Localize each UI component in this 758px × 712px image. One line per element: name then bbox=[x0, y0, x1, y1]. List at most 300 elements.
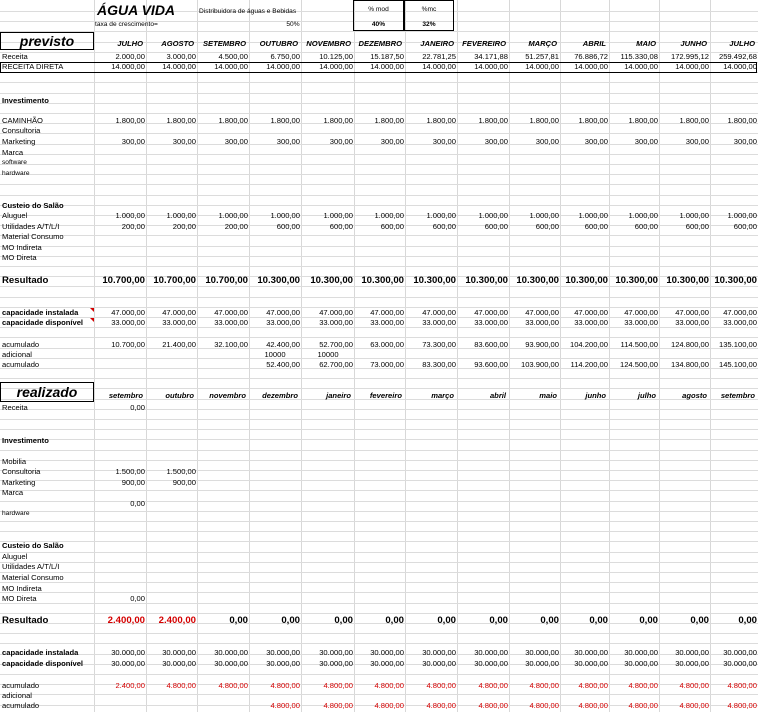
cell-value[interactable]: 1.800,00 bbox=[374, 116, 404, 125]
cell-value[interactable]: 33.000,00 bbox=[675, 318, 709, 327]
cell-value[interactable]: 33.000,00 bbox=[525, 318, 559, 327]
cell-value[interactable]: 4.500,00 bbox=[218, 52, 248, 61]
cell-value[interactable]: 33.000,00 bbox=[370, 318, 404, 327]
cell-value[interactable]: 15.187,50 bbox=[370, 52, 404, 61]
cell-value[interactable]: 30.000,00 bbox=[525, 659, 559, 668]
cell-value[interactable]: 51.257,81 bbox=[525, 52, 559, 61]
resultado-value[interactable]: 0,00 bbox=[639, 615, 658, 626]
cell-value[interactable]: 30.000,00 bbox=[574, 648, 608, 657]
cell-value[interactable]: 33.000,00 bbox=[624, 318, 658, 327]
grid-column-line bbox=[197, 0, 198, 712]
resultado-value[interactable]: 0,00 bbox=[281, 615, 300, 626]
cell-value[interactable]: 14.000,00 bbox=[370, 62, 404, 71]
cell-value[interactable]: 1.000,00 bbox=[529, 211, 559, 220]
resultado-value[interactable]: 10.700,00 bbox=[153, 275, 196, 286]
cell-value[interactable]: 300,00 bbox=[329, 137, 353, 146]
cell-value[interactable]: 300,00 bbox=[432, 137, 456, 146]
cell-value[interactable]: 10.125,00 bbox=[319, 52, 353, 61]
month-header: novembro bbox=[209, 391, 246, 400]
cell-value[interactable]: 600,00 bbox=[484, 222, 508, 231]
cell-value[interactable]: 4.800,00 bbox=[166, 681, 196, 690]
cell-value[interactable]: 4.800,00 bbox=[218, 681, 248, 690]
cell-value[interactable]: 30.000,00 bbox=[370, 659, 404, 668]
cell-value[interactable]: 47.000,00 bbox=[474, 308, 508, 317]
cell-value[interactable]: 42.400,00 bbox=[266, 340, 300, 349]
cell-value[interactable]: 600,00 bbox=[380, 222, 404, 231]
cell-value[interactable]: 30.000,00 bbox=[370, 648, 404, 657]
comment-marker bbox=[90, 308, 94, 312]
cell-value[interactable]: 115.330,08 bbox=[620, 52, 658, 61]
cell-value[interactable]: 1.000,00 bbox=[578, 211, 608, 220]
cell-value[interactable]: 0,00 bbox=[130, 594, 145, 603]
month-header: junho bbox=[585, 391, 606, 400]
grid-row-line bbox=[0, 419, 758, 420]
cell-value[interactable]: 1.000,00 bbox=[166, 211, 196, 220]
cell-value[interactable]: 30.000,00 bbox=[422, 659, 456, 668]
cell-value[interactable]: 47.000,00 bbox=[266, 308, 300, 317]
cell-value[interactable]: 1.000,00 bbox=[426, 211, 456, 220]
resultado-value[interactable]: 10.300,00 bbox=[413, 275, 456, 286]
cell-value[interactable]: 4.800,00 bbox=[628, 681, 658, 690]
cell-value[interactable]: 33.000,00 bbox=[574, 318, 608, 327]
row-label: Utilidades A/T/L/I bbox=[2, 562, 60, 571]
cell-value[interactable]: 4.800,00 bbox=[679, 701, 709, 710]
month-header: DEZEMBRO bbox=[358, 39, 402, 48]
cell-value[interactable]: 30.000,00 bbox=[675, 648, 709, 657]
row-label: Marca bbox=[2, 148, 24, 157]
row-label: hardware bbox=[2, 170, 30, 177]
grid-row-line bbox=[0, 521, 758, 522]
cell-value[interactable]: 600,00 bbox=[584, 222, 608, 231]
cell-value[interactable]: 33.000,00 bbox=[266, 318, 300, 327]
cell-value[interactable]: 47.000,00 bbox=[370, 308, 404, 317]
month-header: SETEMBRO bbox=[202, 39, 246, 48]
cell-value[interactable]: 47.000,00 bbox=[525, 308, 559, 317]
cell-value[interactable]: 30.000,00 bbox=[422, 648, 456, 657]
cell-value[interactable]: 114.200,00 bbox=[570, 360, 608, 369]
cell-value[interactable]: 135.100,00 bbox=[718, 340, 757, 349]
mod-label: % mod bbox=[368, 6, 389, 13]
row-label: adicional bbox=[2, 691, 32, 700]
resultado-value[interactable]: 10.300,00 bbox=[310, 275, 353, 286]
cell-value[interactable]: 172.995,12 bbox=[670, 52, 709, 61]
cell-value[interactable]: 300,00 bbox=[224, 137, 248, 146]
cell-value[interactable]: 900,00 bbox=[172, 478, 196, 487]
cell-value[interactable]: 10.700,00 bbox=[111, 340, 145, 349]
section-title-previsto: previsto bbox=[19, 33, 75, 49]
cell-value[interactable]: 14.000,00 bbox=[675, 62, 709, 71]
resultado-value[interactable]: 0,00 bbox=[489, 615, 508, 626]
row-label: Utilidades A/T/L/I bbox=[2, 222, 60, 231]
cell-value[interactable]: 1.000,00 bbox=[270, 211, 300, 220]
cell-value[interactable]: 10000 bbox=[317, 350, 339, 359]
cell-value[interactable]: 34.171,88 bbox=[474, 52, 508, 61]
cell-value[interactable]: 4.800,00 bbox=[478, 701, 508, 710]
cell-value[interactable]: 14.000,00 bbox=[162, 62, 196, 71]
grid-row-line bbox=[0, 572, 758, 573]
cell-value[interactable]: 300,00 bbox=[733, 137, 757, 146]
grid-row-line bbox=[0, 82, 758, 83]
resultado-value[interactable]: 0,00 bbox=[437, 615, 456, 626]
month-header: OUTUBRO bbox=[259, 39, 298, 48]
cell-value[interactable]: 600,00 bbox=[276, 222, 300, 231]
cell-value[interactable]: 1.500,00 bbox=[166, 467, 196, 476]
month-header: maio bbox=[539, 391, 557, 400]
cell-value[interactable]: 14.000,00 bbox=[422, 62, 456, 71]
month-header: agosto bbox=[682, 391, 707, 400]
section-label-custeio: Custeio do Salão bbox=[2, 541, 64, 550]
cell-value[interactable]: 14.000,00 bbox=[319, 62, 353, 71]
grid-row-line bbox=[0, 31, 758, 32]
cell-value[interactable]: 47.000,00 bbox=[319, 308, 353, 317]
cell-value[interactable]: 4.800,00 bbox=[374, 701, 404, 710]
row-label: acumulado bbox=[2, 360, 40, 369]
cell-value[interactable]: 10000 bbox=[264, 350, 286, 359]
growth-rate-value[interactable]: 50% bbox=[286, 21, 300, 28]
cell-value[interactable]: 2.400,00 bbox=[115, 681, 145, 690]
cell-value[interactable]: 300,00 bbox=[535, 137, 559, 146]
growth-rate-label: taxa de crescimento= bbox=[95, 21, 158, 28]
cell-value[interactable]: 200,00 bbox=[224, 222, 248, 231]
cell-value[interactable]: 30.000,00 bbox=[624, 659, 658, 668]
cell-value[interactable]: 3.000,00 bbox=[166, 52, 196, 61]
month-header: setembro bbox=[720, 391, 755, 400]
cell-value[interactable]: 600,00 bbox=[733, 222, 757, 231]
row-label: CAMINHÃO bbox=[2, 116, 43, 125]
cell-value[interactable]: 1.800,00 bbox=[115, 116, 145, 125]
cell-value[interactable]: 47.000,00 bbox=[162, 308, 196, 317]
cell-value[interactable]: 0,00 bbox=[130, 403, 145, 412]
resultado-value[interactable]: 10.300,00 bbox=[361, 275, 404, 286]
cell-value[interactable]: 30.000,00 bbox=[319, 659, 353, 668]
cell-value[interactable]: 14.000,00 bbox=[574, 62, 608, 71]
cell-value[interactable]: 2.000,00 bbox=[115, 52, 145, 61]
cell-value[interactable]: 134.800,00 bbox=[670, 360, 709, 369]
row-label: MO Indireta bbox=[2, 584, 42, 593]
cell-value[interactable]: 93.900,00 bbox=[525, 340, 559, 349]
month-header: MARÇO bbox=[528, 39, 557, 48]
cell-value[interactable]: 104.200,00 bbox=[569, 340, 608, 349]
cell-value[interactable]: 47.000,00 bbox=[675, 308, 709, 317]
cell-value[interactable]: 145.100,00 bbox=[718, 360, 757, 369]
cell-value[interactable]: 1.800,00 bbox=[166, 116, 196, 125]
cell-value[interactable]: 1.000,00 bbox=[628, 211, 658, 220]
cell-value[interactable]: 1.800,00 bbox=[323, 116, 353, 125]
month-header: outubro bbox=[165, 391, 194, 400]
cell-value[interactable]: 33.000,00 bbox=[162, 318, 196, 327]
grid-column-line bbox=[457, 0, 458, 712]
cell-value[interactable]: 30.000,00 bbox=[319, 648, 353, 657]
row-label: Consultoria bbox=[2, 467, 41, 476]
cell-value[interactable]: 47.000,00 bbox=[624, 308, 658, 317]
resultado-value[interactable]: 10.300,00 bbox=[615, 275, 658, 286]
grid-row-line bbox=[0, 531, 758, 532]
row-label: hardware bbox=[2, 510, 30, 517]
mc-label: %mc bbox=[421, 6, 437, 13]
cell-value[interactable]: 4.800,00 bbox=[727, 681, 757, 690]
cell-value[interactable]: 1.800,00 bbox=[218, 116, 248, 125]
cell-value[interactable]: 1.000,00 bbox=[115, 211, 145, 220]
resultado-value[interactable]: 10.300,00 bbox=[666, 275, 709, 286]
row-label: Aluguel bbox=[2, 211, 28, 220]
grid-row-line bbox=[0, 93, 758, 94]
cell-value[interactable]: 4.800,00 bbox=[426, 681, 456, 690]
month-header: março bbox=[431, 391, 454, 400]
resultado-value[interactable]: 0,00 bbox=[334, 615, 353, 626]
cell-value[interactable]: 6.750,00 bbox=[270, 52, 300, 61]
cell-value[interactable]: 1.000,00 bbox=[679, 211, 709, 220]
grid-row-line bbox=[0, 103, 758, 104]
comment-marker bbox=[90, 318, 94, 322]
cell-value[interactable]: 124.500,00 bbox=[619, 360, 658, 369]
resultado-value[interactable]: 0,00 bbox=[540, 615, 559, 626]
cell-value[interactable]: 900,00 bbox=[121, 478, 145, 487]
resultado-value[interactable]: 0,00 bbox=[738, 615, 757, 626]
grid-row-line bbox=[0, 174, 758, 175]
cell-value[interactable]: 600,00 bbox=[634, 222, 658, 231]
cell-value[interactable]: 1.000,00 bbox=[374, 211, 404, 220]
row-label: Material Consumo bbox=[2, 232, 64, 241]
cell-value[interactable]: 32.100,00 bbox=[214, 340, 248, 349]
cell-value[interactable]: 4.800,00 bbox=[727, 701, 757, 710]
cell-value[interactable]: 76.886,72 bbox=[574, 52, 608, 61]
cell-value[interactable]: 1.000,00 bbox=[478, 211, 508, 220]
cell-value[interactable]: 200,00 bbox=[172, 222, 196, 231]
cell-value[interactable]: 1.800,00 bbox=[628, 116, 658, 125]
grid-column-line bbox=[354, 0, 355, 712]
cell-value[interactable]: 83.600,00 bbox=[474, 340, 508, 349]
cell-value[interactable]: 300,00 bbox=[172, 137, 196, 146]
cell-value[interactable]: 30.000,00 bbox=[266, 648, 300, 657]
cell-value[interactable]: 4.800,00 bbox=[374, 681, 404, 690]
app-title: ÁGUA VIDA bbox=[97, 2, 176, 18]
section-label-custeio: Custeio do Salão bbox=[2, 201, 64, 210]
resultado-value[interactable]: 2.400,00 bbox=[158, 615, 196, 626]
month-header: NOVEMBRO bbox=[306, 39, 351, 48]
resultado-value[interactable]: 10.700,00 bbox=[205, 275, 248, 286]
cell-value[interactable]: 300,00 bbox=[121, 137, 145, 146]
cell-value[interactable]: 300,00 bbox=[685, 137, 709, 146]
cell-value[interactable]: 14.000,00 bbox=[723, 62, 757, 71]
cell-value[interactable]: 1.800,00 bbox=[727, 116, 757, 125]
cell-value[interactable]: 30.000,00 bbox=[214, 659, 248, 668]
month-header: fevereiro bbox=[369, 391, 402, 400]
row-label: Receita bbox=[2, 52, 28, 61]
grid-row-line bbox=[0, 256, 758, 257]
cell-value[interactable]: 47.000,00 bbox=[422, 308, 456, 317]
cell-value[interactable]: 21.400,00 bbox=[162, 340, 196, 349]
cell-value[interactable]: 1.800,00 bbox=[270, 116, 300, 125]
resultado-value[interactable]: 0,00 bbox=[385, 615, 404, 626]
row-label: Mobilia bbox=[2, 457, 27, 466]
resultado-value[interactable]: 10.300,00 bbox=[714, 275, 757, 286]
cell-value[interactable]: 33.000,00 bbox=[111, 318, 145, 327]
cell-value[interactable]: 4.800,00 bbox=[323, 681, 353, 690]
row-label: adicional bbox=[2, 350, 32, 359]
grid-row-line bbox=[0, 439, 758, 440]
cell-value[interactable]: 300,00 bbox=[276, 137, 300, 146]
cell-value[interactable]: 47.000,00 bbox=[574, 308, 608, 317]
cell-value[interactable]: 14.000,00 bbox=[111, 62, 145, 71]
resultado-value[interactable]: 10.300,00 bbox=[516, 275, 559, 286]
cell-value[interactable]: 1.800,00 bbox=[426, 116, 456, 125]
row-label: Marca bbox=[2, 488, 24, 497]
cell-value[interactable]: 30.000,00 bbox=[474, 659, 508, 668]
cell-value[interactable]: 4.800,00 bbox=[270, 701, 300, 710]
cell-value[interactable]: 93.600,00 bbox=[474, 360, 508, 369]
cell-value[interactable]: 73.000,00 bbox=[370, 360, 404, 369]
cell-value[interactable]: 33.000,00 bbox=[723, 318, 757, 327]
cell-value[interactable]: 4.800,00 bbox=[578, 701, 608, 710]
cell-value[interactable]: 0,00 bbox=[130, 499, 145, 508]
cell-value[interactable]: 33.000,00 bbox=[474, 318, 508, 327]
grid-row-line bbox=[0, 235, 758, 236]
cell-value[interactable]: 22.781,25 bbox=[422, 52, 456, 61]
cell-value[interactable]: 114.500,00 bbox=[620, 340, 658, 349]
cell-value[interactable]: 47.000,00 bbox=[214, 308, 248, 317]
month-header: dezembro bbox=[262, 391, 298, 400]
cell-value[interactable]: 1.000,00 bbox=[323, 211, 353, 220]
resultado-value[interactable]: 0,00 bbox=[690, 615, 709, 626]
grid-row-line bbox=[0, 450, 758, 451]
month-header: setembro bbox=[108, 391, 143, 400]
resultado-value[interactable]: 10.300,00 bbox=[565, 275, 608, 286]
grid-row-line bbox=[0, 490, 758, 491]
cell-value[interactable]: 14.000,00 bbox=[525, 62, 559, 71]
cell-value[interactable]: 4.800,00 bbox=[478, 681, 508, 690]
cell-value[interactable]: 300,00 bbox=[484, 137, 508, 146]
cell-value[interactable]: 300,00 bbox=[584, 137, 608, 146]
cell-value[interactable]: 600,00 bbox=[685, 222, 709, 231]
cell-value[interactable]: 73.300,00 bbox=[422, 340, 456, 349]
cell-value[interactable]: 30.000,00 bbox=[675, 659, 709, 668]
cell-value[interactable]: 47.000,00 bbox=[723, 308, 757, 317]
cell-value[interactable]: 300,00 bbox=[380, 137, 404, 146]
month-header: ABRIL bbox=[582, 39, 606, 48]
cell-value[interactable]: 4.800,00 bbox=[529, 681, 559, 690]
cell-value[interactable]: 30.000,00 bbox=[266, 659, 300, 668]
row-label: Consultoria bbox=[2, 126, 41, 135]
cell-value[interactable]: 83.300,00 bbox=[422, 360, 456, 369]
cell-value[interactable]: 30.000,00 bbox=[111, 659, 145, 668]
grid-row-line bbox=[0, 133, 758, 134]
row-label: capacidade disponível bbox=[2, 659, 84, 668]
cell-value[interactable]: 30.000,00 bbox=[162, 659, 196, 668]
grid-row-line bbox=[0, 552, 758, 553]
cell-value[interactable]: 4.800,00 bbox=[679, 681, 709, 690]
row-label: Aluguel bbox=[2, 552, 28, 561]
cell-value[interactable]: 14.000,00 bbox=[214, 62, 248, 71]
cell-value[interactable]: 259.492,68 bbox=[718, 52, 757, 61]
resultado-value[interactable]: 0,00 bbox=[589, 615, 608, 626]
cell-value[interactable]: 30.000,00 bbox=[624, 648, 658, 657]
cell-value[interactable]: 1.800,00 bbox=[478, 116, 508, 125]
mod-value[interactable]: 40% bbox=[371, 21, 386, 28]
cell-value[interactable]: 52.700,00 bbox=[319, 340, 353, 349]
cell-value[interactable]: 1.000,00 bbox=[727, 211, 757, 220]
cell-value[interactable]: 4.800,00 bbox=[426, 701, 456, 710]
cell-value[interactable]: 52.400,00 bbox=[266, 360, 300, 369]
grid-row-line bbox=[0, 592, 758, 593]
row-label: capacidade instalada bbox=[2, 308, 79, 317]
cell-value[interactable]: 30.000,00 bbox=[574, 659, 608, 668]
grid-row-line bbox=[0, 633, 758, 634]
cell-value[interactable]: 4.800,00 bbox=[628, 701, 658, 710]
grid-row-line bbox=[0, 184, 758, 185]
cell-value[interactable]: 30.000,00 bbox=[525, 648, 559, 657]
cell-value[interactable]: 600,00 bbox=[432, 222, 456, 231]
grid-row-line bbox=[0, 460, 758, 461]
cell-value[interactable]: 30.000,00 bbox=[723, 648, 757, 657]
grid-column-line bbox=[560, 0, 561, 712]
cell-value[interactable]: 14.000,00 bbox=[266, 62, 300, 71]
resultado-value[interactable]: 0,00 bbox=[229, 615, 248, 626]
cell-value[interactable]: 4.800,00 bbox=[323, 701, 353, 710]
cell-value[interactable]: 600,00 bbox=[535, 222, 559, 231]
cell-value[interactable]: 1.800,00 bbox=[529, 116, 559, 125]
grid-row-line bbox=[0, 205, 758, 206]
month-header: JULHO bbox=[729, 39, 755, 48]
grid-row-line bbox=[0, 511, 758, 512]
month-header: FEVEREIRO bbox=[462, 39, 506, 48]
month-header: MAIO bbox=[636, 39, 656, 48]
grid-column-line bbox=[609, 0, 610, 712]
grid-row-line bbox=[0, 337, 758, 338]
cell-value[interactable]: 14.000,00 bbox=[474, 62, 508, 71]
cell-value[interactable]: 4.800,00 bbox=[529, 701, 559, 710]
row-label: MO Direta bbox=[2, 594, 37, 603]
resultado-value[interactable]: 10.700,00 bbox=[102, 275, 145, 286]
cell-value[interactable]: 600,00 bbox=[329, 222, 353, 231]
mc-value[interactable]: 32% bbox=[422, 21, 436, 28]
grid-column-line bbox=[659, 0, 660, 712]
row-label: acumulado bbox=[2, 681, 40, 690]
grid-column-line bbox=[146, 0, 147, 712]
cell-value[interactable]: 103.900,00 bbox=[520, 360, 559, 369]
cell-value[interactable]: 33.000,00 bbox=[319, 318, 353, 327]
cell-value[interactable]: 4.800,00 bbox=[270, 681, 300, 690]
cell-value[interactable]: 62.700,00 bbox=[319, 360, 353, 369]
cell-value[interactable]: 1.800,00 bbox=[679, 116, 709, 125]
cell-value[interactable]: 14.000,00 bbox=[624, 62, 658, 71]
cell-value[interactable]: 4.800,00 bbox=[578, 681, 608, 690]
cell-value[interactable]: 47.000,00 bbox=[111, 308, 145, 317]
cell-value[interactable]: 30.000,00 bbox=[111, 648, 145, 657]
cell-value[interactable]: 30.000,00 bbox=[162, 648, 196, 657]
cell-value[interactable]: 30.000,00 bbox=[474, 648, 508, 657]
grid-row-line bbox=[0, 643, 758, 644]
resultado-value[interactable]: 10.300,00 bbox=[257, 275, 300, 286]
cell-value[interactable]: 1.000,00 bbox=[218, 211, 248, 220]
cell-value[interactable]: 30.000,00 bbox=[723, 659, 757, 668]
cell-value[interactable]: 30.000,00 bbox=[214, 648, 248, 657]
grid-row-line bbox=[0, 582, 758, 583]
cell-value[interactable]: 124.800,00 bbox=[670, 340, 709, 349]
row-label: MO Indireta bbox=[2, 243, 42, 252]
cell-value[interactable]: 200,00 bbox=[121, 222, 145, 231]
company-subtitle: Distribuidora de águas e Bebidas bbox=[199, 8, 297, 15]
resultado-value[interactable]: 2.400,00 bbox=[107, 615, 145, 626]
cell-value[interactable]: 300,00 bbox=[634, 137, 658, 146]
cell-value[interactable]: 1.500,00 bbox=[115, 467, 145, 476]
cell-value[interactable]: 33.000,00 bbox=[422, 318, 456, 327]
cell-value[interactable]: 1.800,00 bbox=[578, 116, 608, 125]
grid-column-line bbox=[710, 0, 711, 712]
row-label: capacidade instalada bbox=[2, 648, 79, 657]
cell-value[interactable]: 63.000,00 bbox=[370, 340, 404, 349]
cell-value[interactable]: 33.000,00 bbox=[214, 318, 248, 327]
resultado-value[interactable]: 10.300,00 bbox=[465, 275, 508, 286]
